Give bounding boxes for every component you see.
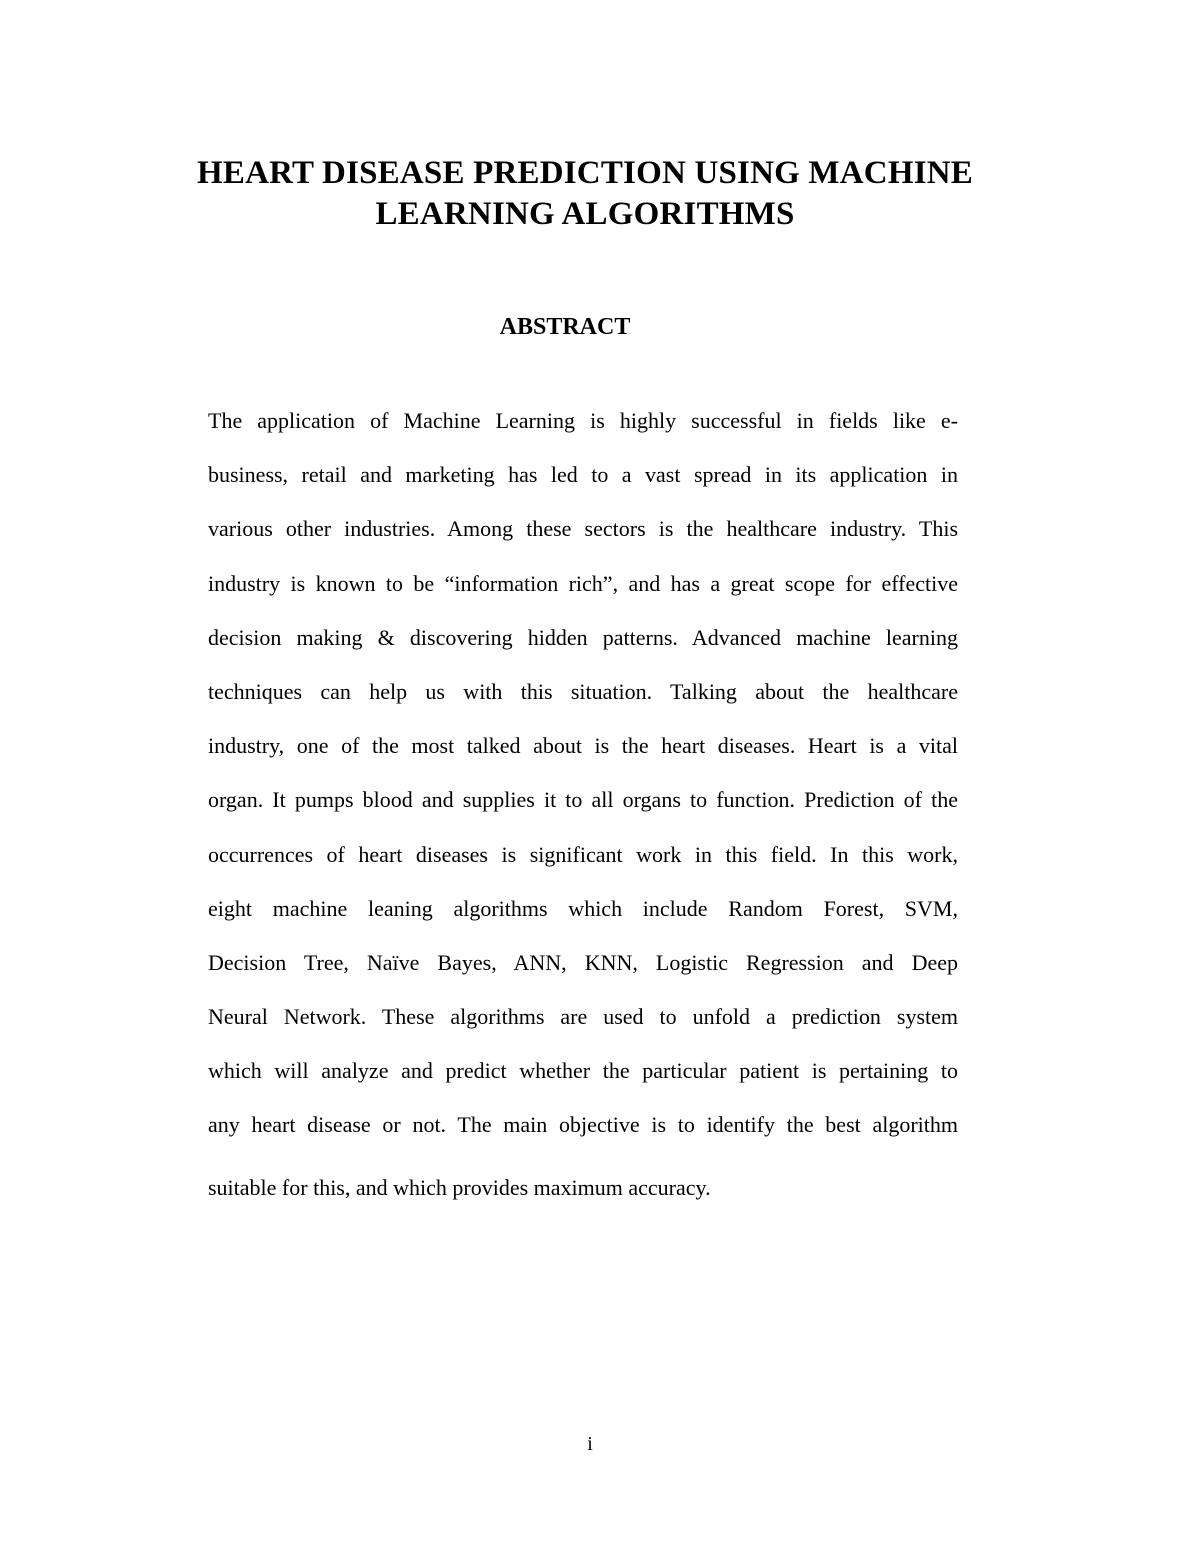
title-line-1: HEART DISEASE PREDICTION USING MACHINE (197, 155, 973, 191)
abstract-line: industry, one of the most talked about is the heart diseases. Heart is a vital (208, 733, 958, 759)
abstract-line: business, retail and marketing has led to a vast spread in its application in (208, 462, 958, 488)
abstract-line: organ. It pumps blood and supplies it to all organs to function. Prediction of the (208, 787, 958, 813)
abstract-body (208, 404, 958, 1225)
abstract-line: Neural Network. These algorithms are used to unfold a prediction system (208, 1004, 958, 1030)
document-title (150, 153, 1020, 235)
abstract-heading: ABSTRACT (499, 314, 631, 340)
abstract-line: Decision Tree, Naïve Bayes, ANN, KNN, Logistic Regression and Deep (208, 949, 958, 975)
abstract-line: various other industries. Among these sectors is the healthcare industry. This (208, 516, 958, 542)
title-line-2: LEARNING ALGORITHMS (375, 196, 795, 232)
abstract-line: decision making & discovering hidden patterns. Advanced machine learning (208, 624, 958, 650)
abstract-line: any heart disease or not. The main objective is to identify the best algorithm (208, 1112, 958, 1138)
page-number: i (587, 1433, 593, 1455)
abstract-line: occurrences of heart diseases is significant work in this field. In this work, (208, 841, 958, 867)
abstract-line: eight machine leaning algorithms which include Random Forest, SVM, (208, 895, 958, 921)
abstract-line: techniques can help us with this situation. Talking about the healthcare (208, 678, 958, 704)
abstract-line: which will analyze and predict whether the particular patient is pertaining to (208, 1058, 958, 1084)
abstract-line: industry is known to be “information rich”, and has a great scope for effective (208, 570, 958, 596)
abstract-line-last: suitable for this, and which provides maximum accuracy. (208, 1174, 711, 1200)
abstract-line: The application of Machine Learning is highly successful in fields like e- (208, 408, 958, 433)
